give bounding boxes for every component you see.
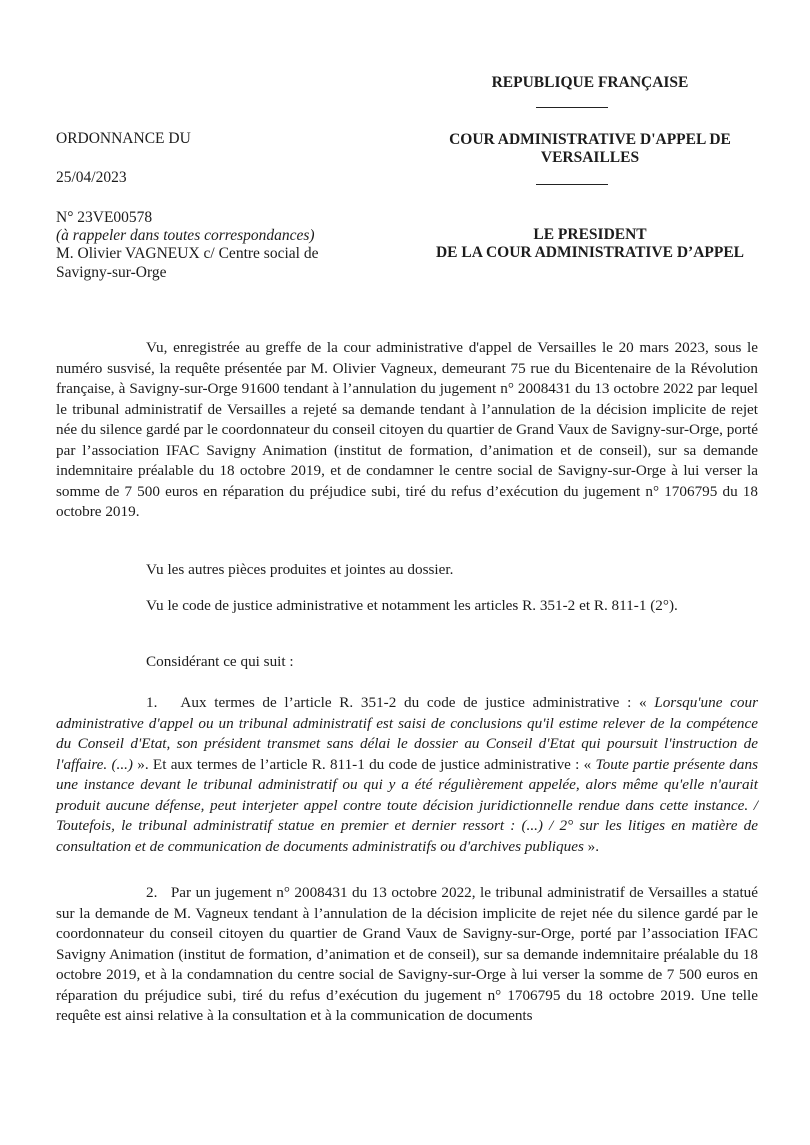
president-line-1: LE PRESIDENT bbox=[533, 226, 647, 243]
point-2-paragraph bbox=[56, 883, 758, 1027]
republic-heading: REPUBLIQUE FRANÇAISE bbox=[491, 74, 689, 91]
vu-requete-paragraph: Vu, enregistrée au greffe de la cour administrative d'appel de Versailles le 20 mars 2023, sous le numéro susvisé, la requête présentée par M. Olivier Vagneux, demeurant 75 rue du Bicentenaire de la Révolution française, à Savigny-sur-Orge 91600 tendant à l’annulation du jugement n° 2008431 du 13 octobre 2022 par lequel le tribunal administratif de Versailles a rejeté sa demande tendant à l’annulation de la décision implicite de rejet née du silence gardé par le coordonnateur du conseil citoyen du quartier de Grand Vaux de Savigny-sur-Orge, porté par l’association IFAC Savigny Animation (institut de formation, d’animation et de conseil), sur sa demande indemnitaire préalable du 18 octobre 2019, et de condamner le centre social de Savigny-sur-Orge à lui verser la somme de 7 500 euros en réparation du préjudice subi, tiré du refus d’exécution du jugement n° 1706795 du 18 octobre 2019. bbox=[56, 339, 758, 520]
point-2-number: 2. bbox=[146, 884, 158, 901]
point-1-quote-a: Lorsqu'une cour administrative d'appel ou un tribunal administratif est saisi de conclusions qu'il estime relever de la compétence du Conseil d'Etat, son président transmet sans délai le dossier au Conseil d'Etat qui poursuit l'instruction de l'affaire. (...) bbox=[56, 694, 758, 773]
parties-line-2: Savigny-sur-Orge bbox=[56, 264, 167, 281]
divider-rule bbox=[536, 107, 608, 108]
point-1-paragraph bbox=[56, 693, 758, 857]
court-name-line-2: VERSAILLES bbox=[540, 149, 640, 166]
court-name-line-1: COUR ADMINISTRATIVE D'APPEL DE bbox=[449, 131, 731, 148]
ordonnance-date: 25/04/2023 bbox=[56, 169, 127, 186]
vu-code-paragraph: Vu le code de justice administrative et notamment les articles R. 351-2 et R. 811-1 (2°). bbox=[146, 597, 678, 614]
president-line-2: DE LA COUR ADMINISTRATIVE D’APPEL bbox=[435, 244, 745, 261]
point-1-text-b: ». Et aux termes de l’article R. 811-1 du code de justice administrative : « bbox=[132, 755, 596, 773]
divider-rule bbox=[536, 184, 608, 185]
considerant-heading: Considérant ce qui suit : bbox=[146, 653, 294, 670]
point-1-quote-b: Toute partie présente dans une instance devant le tribunal administratif ou qui y a été régulièrement appelée, alors même qu'elle n'aurait produit aucune défense, peut interjeter appel contre toute décision juridictionnelle rendue dans cette instance. / Toutefois, le tribunal administratif statue en premier et dernier ressort : (...) / 2° sur les litiges en matière de consultation et de communication de documents administratifs ou d'archives publiques bbox=[56, 755, 758, 855]
point-1-text-c: ». bbox=[583, 837, 600, 855]
vu-pieces-paragraph: Vu les autres pièces produites et jointes au dossier. bbox=[146, 561, 454, 578]
case-number: N° 23VE00578 bbox=[56, 209, 153, 226]
ordonnance-label: ORDONNANCE DU bbox=[56, 130, 191, 147]
point-1-number: 1. bbox=[146, 694, 158, 711]
point-2-text: Par un jugement n° 2008431 du 13 octobre 2022, le tribunal administratif de Versailles a statué sur la demande de M. Vagneux tendant à l’annulation de la décision implicite de rejet née du silence gardé par le coordonnateur du conseil citoyen du quartier de Grand Vaux de Savigny-sur-Orge, porté par l’association IFAC Savigny Animation (institut de formation, d’animation et de conseil), sur sa demande indemnitaire préalable du 18 octobre 2019, et à la condamnation du centre social de Savigny-sur-Orge à lui verser la somme de 7 500 euros en réparation du préjudice subi, tiré du refus d’exécution du jugement n° 1706795 du 18 octobre 2019. Une telle requête est ainsi relative à la consultation et à la communication de documents bbox=[56, 884, 759, 1024]
case-reminder: (à rappeler dans toutes correspondances) bbox=[56, 227, 315, 244]
point-1-text-a: Aux termes de l’article R. 351-2 du code de justice administrative : « bbox=[180, 694, 655, 711]
parties-line-1: M. Olivier VAGNEUX c/ Centre social de bbox=[56, 245, 319, 262]
